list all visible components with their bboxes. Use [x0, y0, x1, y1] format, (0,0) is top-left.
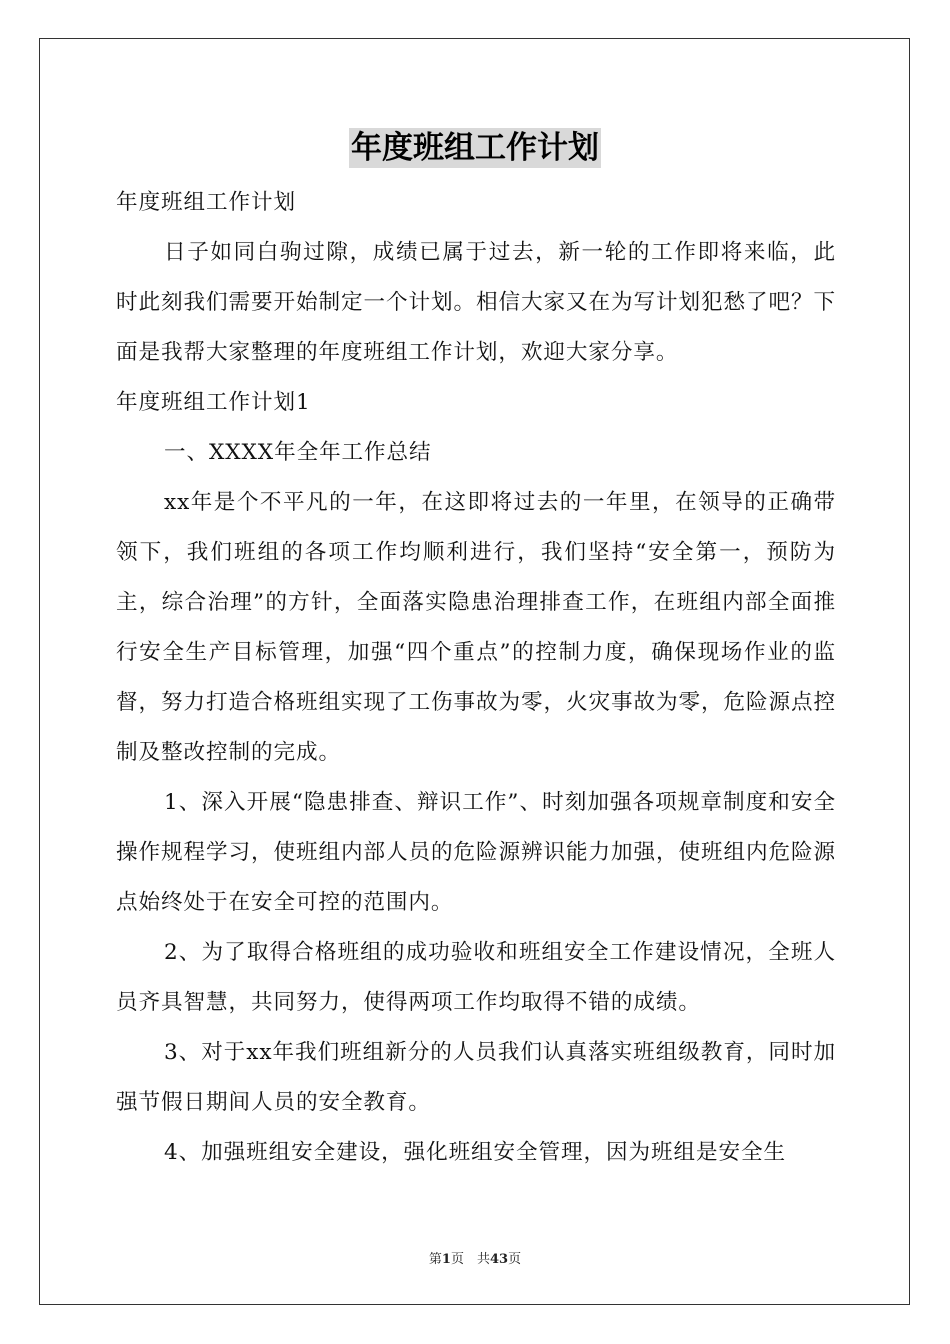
paragraph: 年度班组工作计划1 [116, 390, 311, 415]
current-page-number: 1 [441, 1252, 451, 1267]
paragraph: xx年是个不平凡的一年，在这即将过去的一年里，在领导的正确带领下，我们班组的各项工作均顺利进行，我们坚持“安全第一，预防为主，综合治理”的方针，全面落实隐患治理排查工作，在班组内部全面推行安全生产目标管理，加强“四个重点”的控制力度，确保现场作业的监督，努力打造合格班组实现了工伤事故为零，火灾事故为零，危险源点控制及整改控制的完成。 [116, 490, 836, 765]
total-page-count: 43 [489, 1252, 509, 1267]
paragraph: 4、加强班组安全建设，强化班组安全管理，因为班组是安全生 [164, 1140, 786, 1165]
footer-suffix: 页 [508, 1252, 522, 1267]
footer-prefix: 第 [428, 1252, 442, 1267]
title-container [0, 128, 950, 168]
document-body [116, 178, 836, 1178]
paragraph: 2、为了取得合格班组的成功验收和班组安全工作建设情况，全班人员齐具智慧，共同努力，使得两项工作均取得不错的成绩。 [116, 940, 836, 1015]
paragraph: 1、深入开展“隐患排查、辩识工作”、时刻加强各项规章制度和安全操作规程学习，使班组内部人员的危险源辨识能力加强，使班组内危险源点始终处于在安全可控的范围内。 [116, 790, 836, 915]
page-footer [0, 1248, 950, 1267]
document-title: 年度班组工作计划 [351, 130, 599, 166]
paragraph: 日子如同白驹过隙，成绩已属于过去，新一轮的工作即将来临，此时此刻我们需要开始制定一个计划。相信大家又在为写计划犯愁了吧？下面是我帮大家整理的年度班组工作计划，欢迎大家分享。 [116, 240, 836, 365]
footer-mid: 页 共 [450, 1252, 490, 1267]
paragraph: 年度班组工作计划 [116, 190, 296, 215]
paragraph: 一、XXXX年全年工作总结 [164, 440, 432, 465]
paragraph: 3、对于xx年我们班组新分的人员我们认真落实班组级教育，同时加强节假日期间人员的安全教育。 [116, 1040, 836, 1115]
